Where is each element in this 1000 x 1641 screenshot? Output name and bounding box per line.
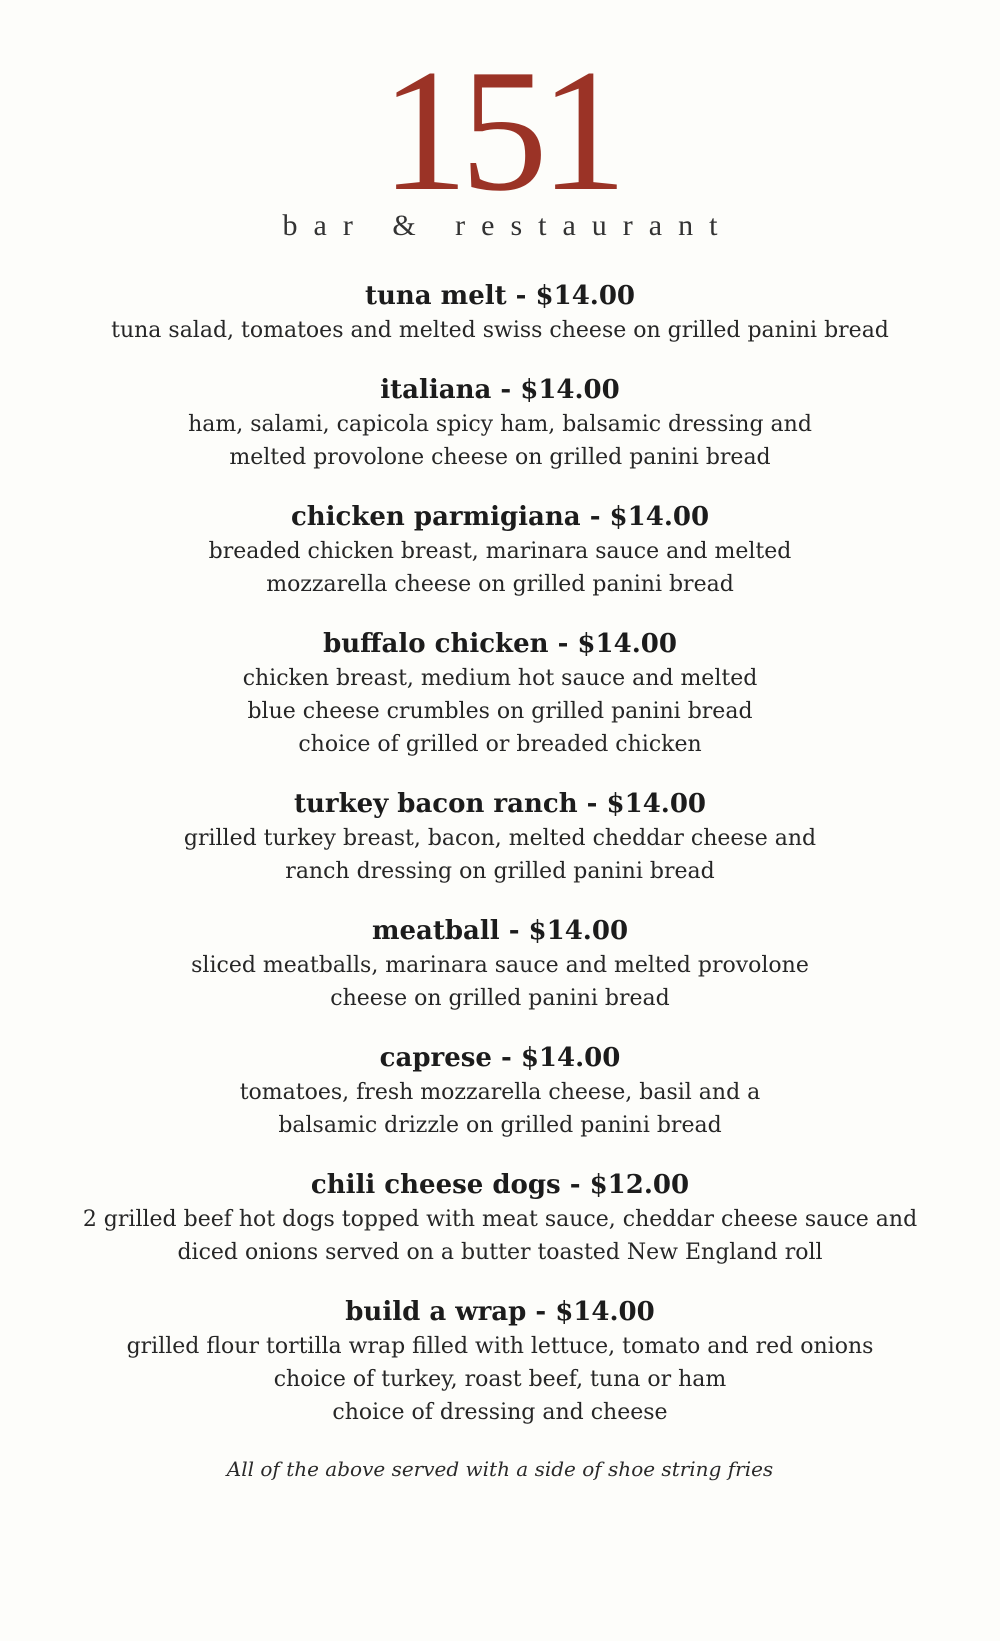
description-line: sliced meatballs, marinara sauce and melted provolone: [191, 953, 809, 978]
menu-item-title: tuna melt - $14.00: [364, 281, 636, 311]
menu-item: [0, 372, 1000, 474]
description-line: 2 grilled beef hot dogs topped with meat sauce, cheddar cheese sauce and: [82, 1207, 918, 1232]
menu-item-description: [0, 662, 1000, 761]
logo-subtitle: bar & restaurant: [282, 209, 734, 242]
description-line: ranch dressing on grilled panini bread: [285, 859, 715, 884]
menu-item-description: [0, 535, 1000, 601]
menu-item-title: chili cheese dogs - $12.00: [310, 1170, 690, 1200]
description-line: choice of dressing and cheese: [332, 1400, 668, 1425]
menu-item-title: buffalo chicken - $14.00: [323, 629, 677, 659]
logo-number: 151: [380, 33, 620, 227]
menu-item-title: turkey bacon ranch - $14.00: [293, 789, 707, 819]
description-line: tomatoes, fresh mozzarella cheese, basil and a: [239, 1080, 761, 1105]
menu-item: [0, 786, 1000, 888]
menu-item-description: [0, 1203, 1000, 1269]
menu-item-title: chicken parmigiana - $14.00: [290, 502, 710, 532]
menu-item: [0, 499, 1000, 601]
description-line: breaded chicken breast, marinara sauce and melted: [208, 539, 792, 564]
menu-item-title: build a wrap - $14.00: [345, 1297, 655, 1327]
description-line: mozzarella cheese on grilled panini bread: [266, 572, 734, 597]
description-line: cheese on grilled panini bread: [330, 986, 670, 1011]
description-line: melted provolone cheese on grilled panini bread: [229, 445, 771, 470]
menu-item-description: [0, 949, 1000, 1015]
description-line: grilled turkey breast, bacon, melted cheddar cheese and: [183, 826, 817, 851]
menu-item-description: [0, 314, 1000, 347]
description-line: choice of grilled or breaded chicken: [298, 732, 702, 757]
description-line: choice of turkey, roast beef, tuna or ham: [273, 1367, 727, 1392]
description-line: grilled flour tortilla wrap filled with lettuce, tomato and red onions: [126, 1334, 874, 1359]
menu-item: [0, 1167, 1000, 1269]
menu-item-title: caprese - $14.00: [379, 1043, 621, 1073]
description-line: blue cheese crumbles on grilled panini bread: [247, 699, 753, 724]
menu-item-description: [0, 408, 1000, 474]
menu-item-title: italiana - $14.00: [380, 375, 620, 405]
menu-item: [0, 1294, 1000, 1429]
menu-item: [0, 913, 1000, 1015]
restaurant-logo: [0, 33, 1000, 243]
menu-list: [0, 278, 1000, 1484]
menu-item-description: [0, 822, 1000, 888]
menu-item: [0, 1040, 1000, 1142]
menu-item: [0, 626, 1000, 761]
menu-item-title: meatball - $14.00: [371, 916, 629, 946]
description-line: balsamic drizzle on grilled panini bread: [278, 1113, 722, 1138]
menu-footnote: All of the above served with a side of shoe string fries: [226, 1457, 774, 1481]
menu-item-description: [0, 1076, 1000, 1142]
menu-item: [0, 278, 1000, 347]
description-line: ham, salami, capicola spicy ham, balsamic dressing and: [188, 412, 812, 437]
description-line: diced onions served on a butter toasted New England roll: [177, 1240, 823, 1265]
description-line: chicken breast, medium hot sauce and melted: [242, 666, 758, 691]
description-line: tuna salad, tomatoes and melted swiss cheese on grilled panini bread: [111, 318, 889, 343]
menu-item-description: [0, 1330, 1000, 1429]
